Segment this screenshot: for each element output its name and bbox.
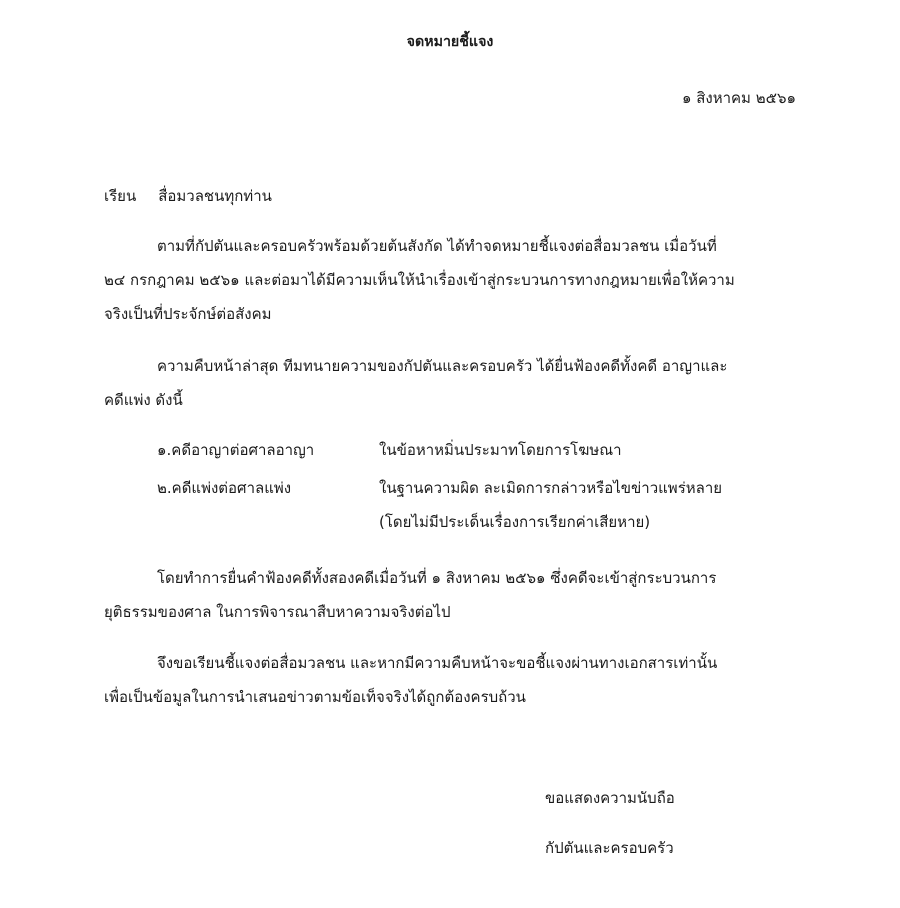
paragraph-3-line-1: โดยทำการยื่นคำฟ้องคดีทั้งสองคดีเมื่อวันที่ ๑ สิงหาคม ๒๕๖๑ ซึ่งคดีจะเข้าสู่กระบวนการ [157,569,717,587]
paragraph-1-line-2: ๒๔ กรกฎาคม ๒๕๖๑ และต่อมาได้มีความเห็นให้นำเรื่องเข้าสู่กระบวนการทางกฎหมายเพื่อให้ความ [104,271,735,289]
case-1-label: ๑.คดีอาญาต่อศาลอาญา [157,441,315,459]
letter-date: ๑ สิงหาคม ๒๕๖๑ [681,89,796,107]
case-2-detail: ในฐานความผิด ละเมิดการกล่าวหรือไขข่าวแพร่หลาย [379,479,723,497]
salutation [104,184,272,208]
case-2-label: ๒.คดีแพ่งต่อศาลแพ่ง [157,479,292,497]
signature: กัปตันและครอบครัว [545,839,674,857]
salutation-recipient: สื่อมวลชนทุกท่าน [158,187,272,205]
paragraph-1-line-3: จริงเป็นที่ประจักษ์ต่อสังคม [104,305,272,323]
closing-phrase: ขอแสดงความนับถือ [545,789,675,807]
paragraph-3-line-2: ยุติธรรมของศาล ในการพิจารณาสืบหาความจริงต่อไป [104,603,451,621]
case-2-note: (โดยไม่มีประเด็นเรื่องการเรียกค่าเสียหาย) [379,513,651,531]
salutation-label: เรียน [104,187,137,205]
paragraph-2-line-2: คดีแพ่ง ดังนี้ [104,391,183,409]
case-1-detail: ในข้อหาหมิ่นประมาทโดยการโฆษณา [379,441,622,459]
paragraph-4-line-1: จึงขอเรียนชี้แจงต่อสื่อมวลชน และหากมีความคืบหน้าจะขอชี้แจงผ่านทางเอกสารเท่านั้น [157,654,718,672]
paragraph-1-line-1: ตามที่กัปตันและครอบครัวพร้อมด้วยต้นสังกัด ได้ทำจดหมายชี้แจงต่อสื่อมวลชน เมื่อวันที่ [157,237,717,255]
paragraph-2-line-1: ความคืบหน้าล่าสุด ทีมทนายความของกัปตันและครอบครัว ได้ยื่นฟ้องคดีทั้งคดี อาญาและ [157,357,728,375]
paragraph-4-line-2: เพื่อเป็นข้อมูลในการนำเสนอข่าวตามข้อเท็จจริงได้ถูกต้องครบถ้วน [104,688,526,706]
letter-title: จดหมายชี้แจง [406,34,494,50]
